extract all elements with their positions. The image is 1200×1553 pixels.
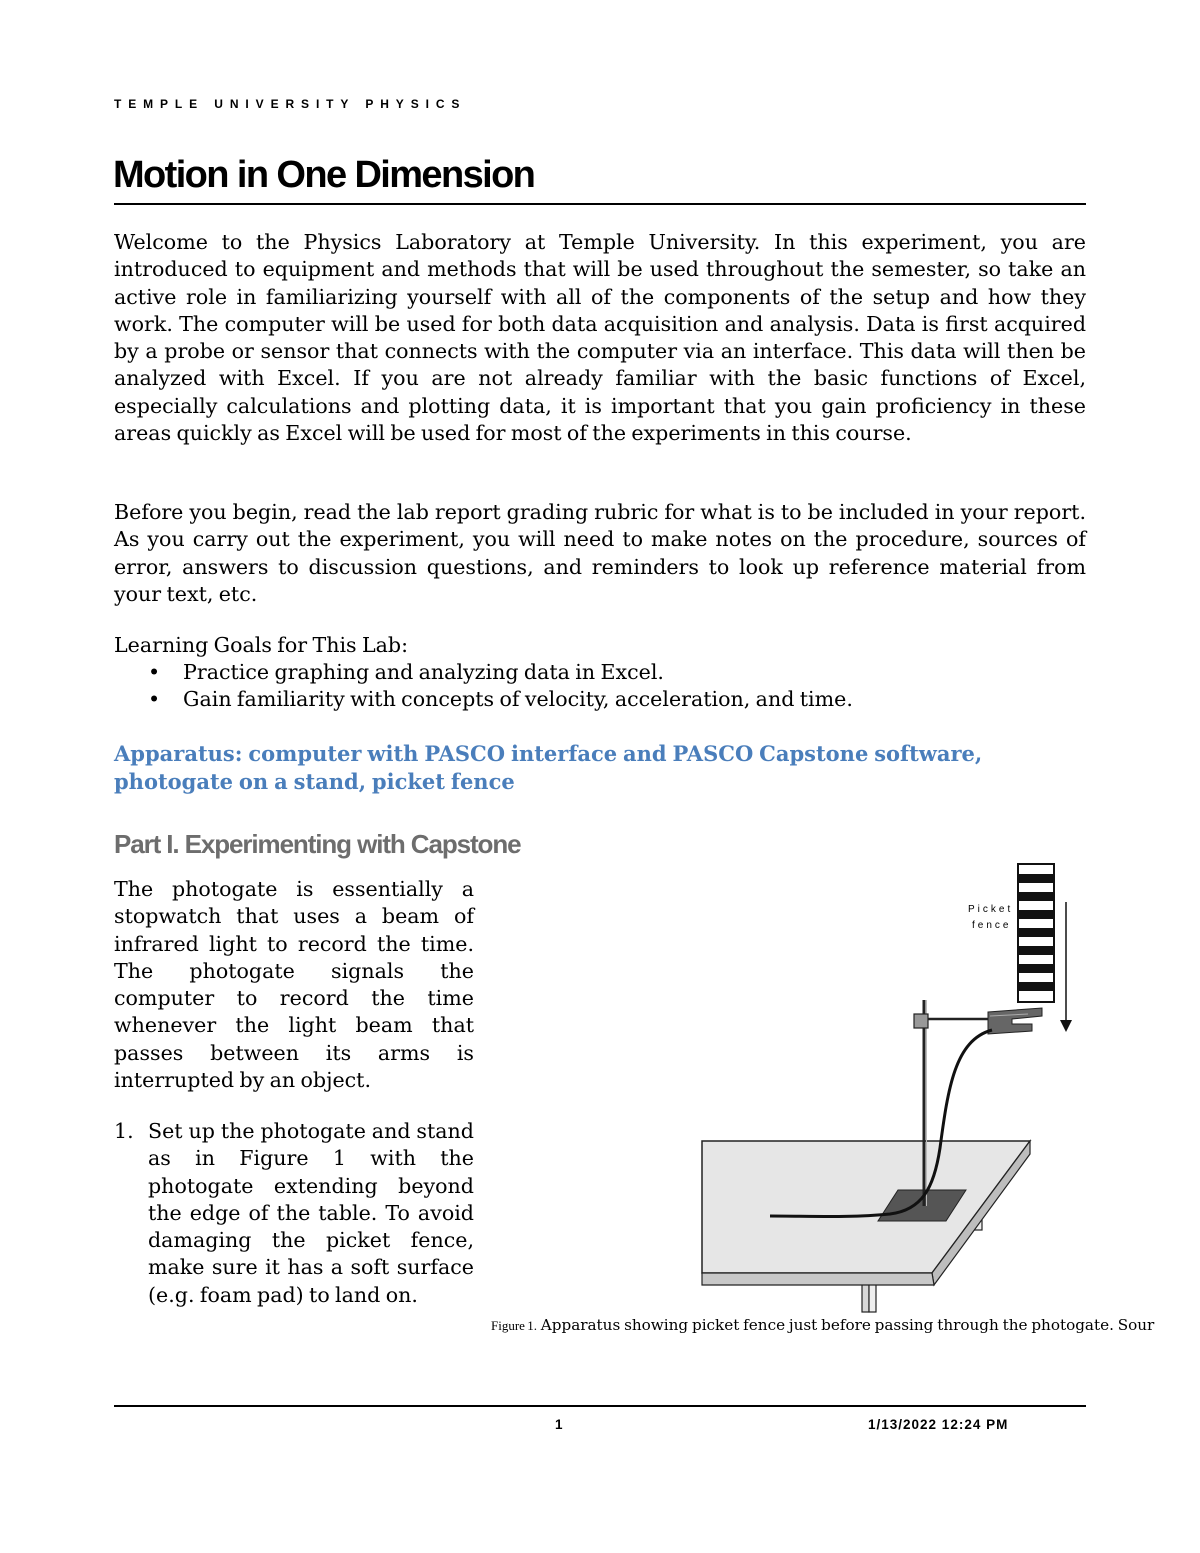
picket-fence-label-line2: fence (972, 920, 1012, 931)
photogate (988, 1008, 1042, 1034)
stand-rod (924, 1000, 927, 1206)
down-arrow-icon (1060, 902, 1072, 1032)
learning-goals-list (114, 659, 1014, 714)
goal-text: Practice graphing and analyzing data in Excel. (183, 660, 664, 684)
picket-fence-label-line1: Picket (968, 904, 1014, 915)
caption-text: Apparatus showing picket fence just before passing through the photogate. Sour (536, 1316, 1155, 1334)
list-item (114, 659, 1014, 686)
goal-text: Gain familiarity with concepts of velocity, acceleration, and time. (183, 687, 853, 712)
bullet-icon: • (148, 660, 161, 684)
apparatus-figure (690, 858, 1090, 1314)
apparatus-illustration (690, 858, 1090, 1314)
photogate-description: The photogate is essentially a stopwatch that uses a beam of infrared light to record the time. The photogate signals the computer to record the time whenever the light beam that passes between its arms is interrupted by an object. (114, 877, 474, 1093)
apparatus-heading: Apparatus: computer with PASCO interface and PASCO Capstone software, photogate on a stand, picket fence (114, 741, 983, 794)
picket-fence (1018, 864, 1054, 1002)
step-number: 1. (114, 1119, 134, 1143)
title-rule (114, 203, 1086, 205)
intro-paragraph-1: Welcome to the Physics Laboratory at Temple University. In this experiment, you are introduced to equipment and methods that will be used throughout the semester, so take an active role in familiarizing yourself with all of the components of the setup and how they work. The computer will be used for both data acquisition and analysis. Data is first acquired by a probe or sensor that connects with the computer via an interface. This data will then be analyzed with Excel. If you are not already familiar with the basic functions of Excel, especially calculations and plotting data, it is important that you gain proficiency in these areas quickly as Excel will be used for most of the experiments in this course. (114, 230, 1086, 446)
step-text: Set up the photogate and stand as in Figure 1 with the photogate extending beyond the edge of the table. To avoid damaging the picket fence, make sure it has a soft surface (e.g. foam pad) to land on. (148, 1119, 474, 1307)
running-header: TEMPLE UNIVERSITY PHYSICS (114, 97, 467, 111)
footer-rule (114, 1405, 1086, 1407)
section-heading: Part I. Experimenting with Capstone (114, 829, 521, 859)
caption-label: Figure 1. (491, 1318, 537, 1333)
clamp (914, 1014, 992, 1028)
procedure-step (114, 1118, 474, 1309)
intro-paragraph-2: Before you begin, read the lab report grading rubric for what is to be included in your report. As you carry out the experiment, you will need to make notes on the procedure, sources of error, answers to discussion questions, and reminders to look up reference material from your text, etc. (114, 500, 1086, 606)
document-title: Motion in One Dimension (113, 154, 535, 196)
list-item (114, 686, 1014, 713)
learning-goals-label: Learning Goals for This Lab: (114, 633, 409, 657)
footer-datetime: 1/13/2022 12:24 PM (868, 1417, 1009, 1432)
bullet-icon: • (148, 687, 161, 712)
table (702, 1141, 1030, 1285)
figure-caption (491, 1315, 1200, 1336)
page-number: 1 (555, 1417, 563, 1432)
